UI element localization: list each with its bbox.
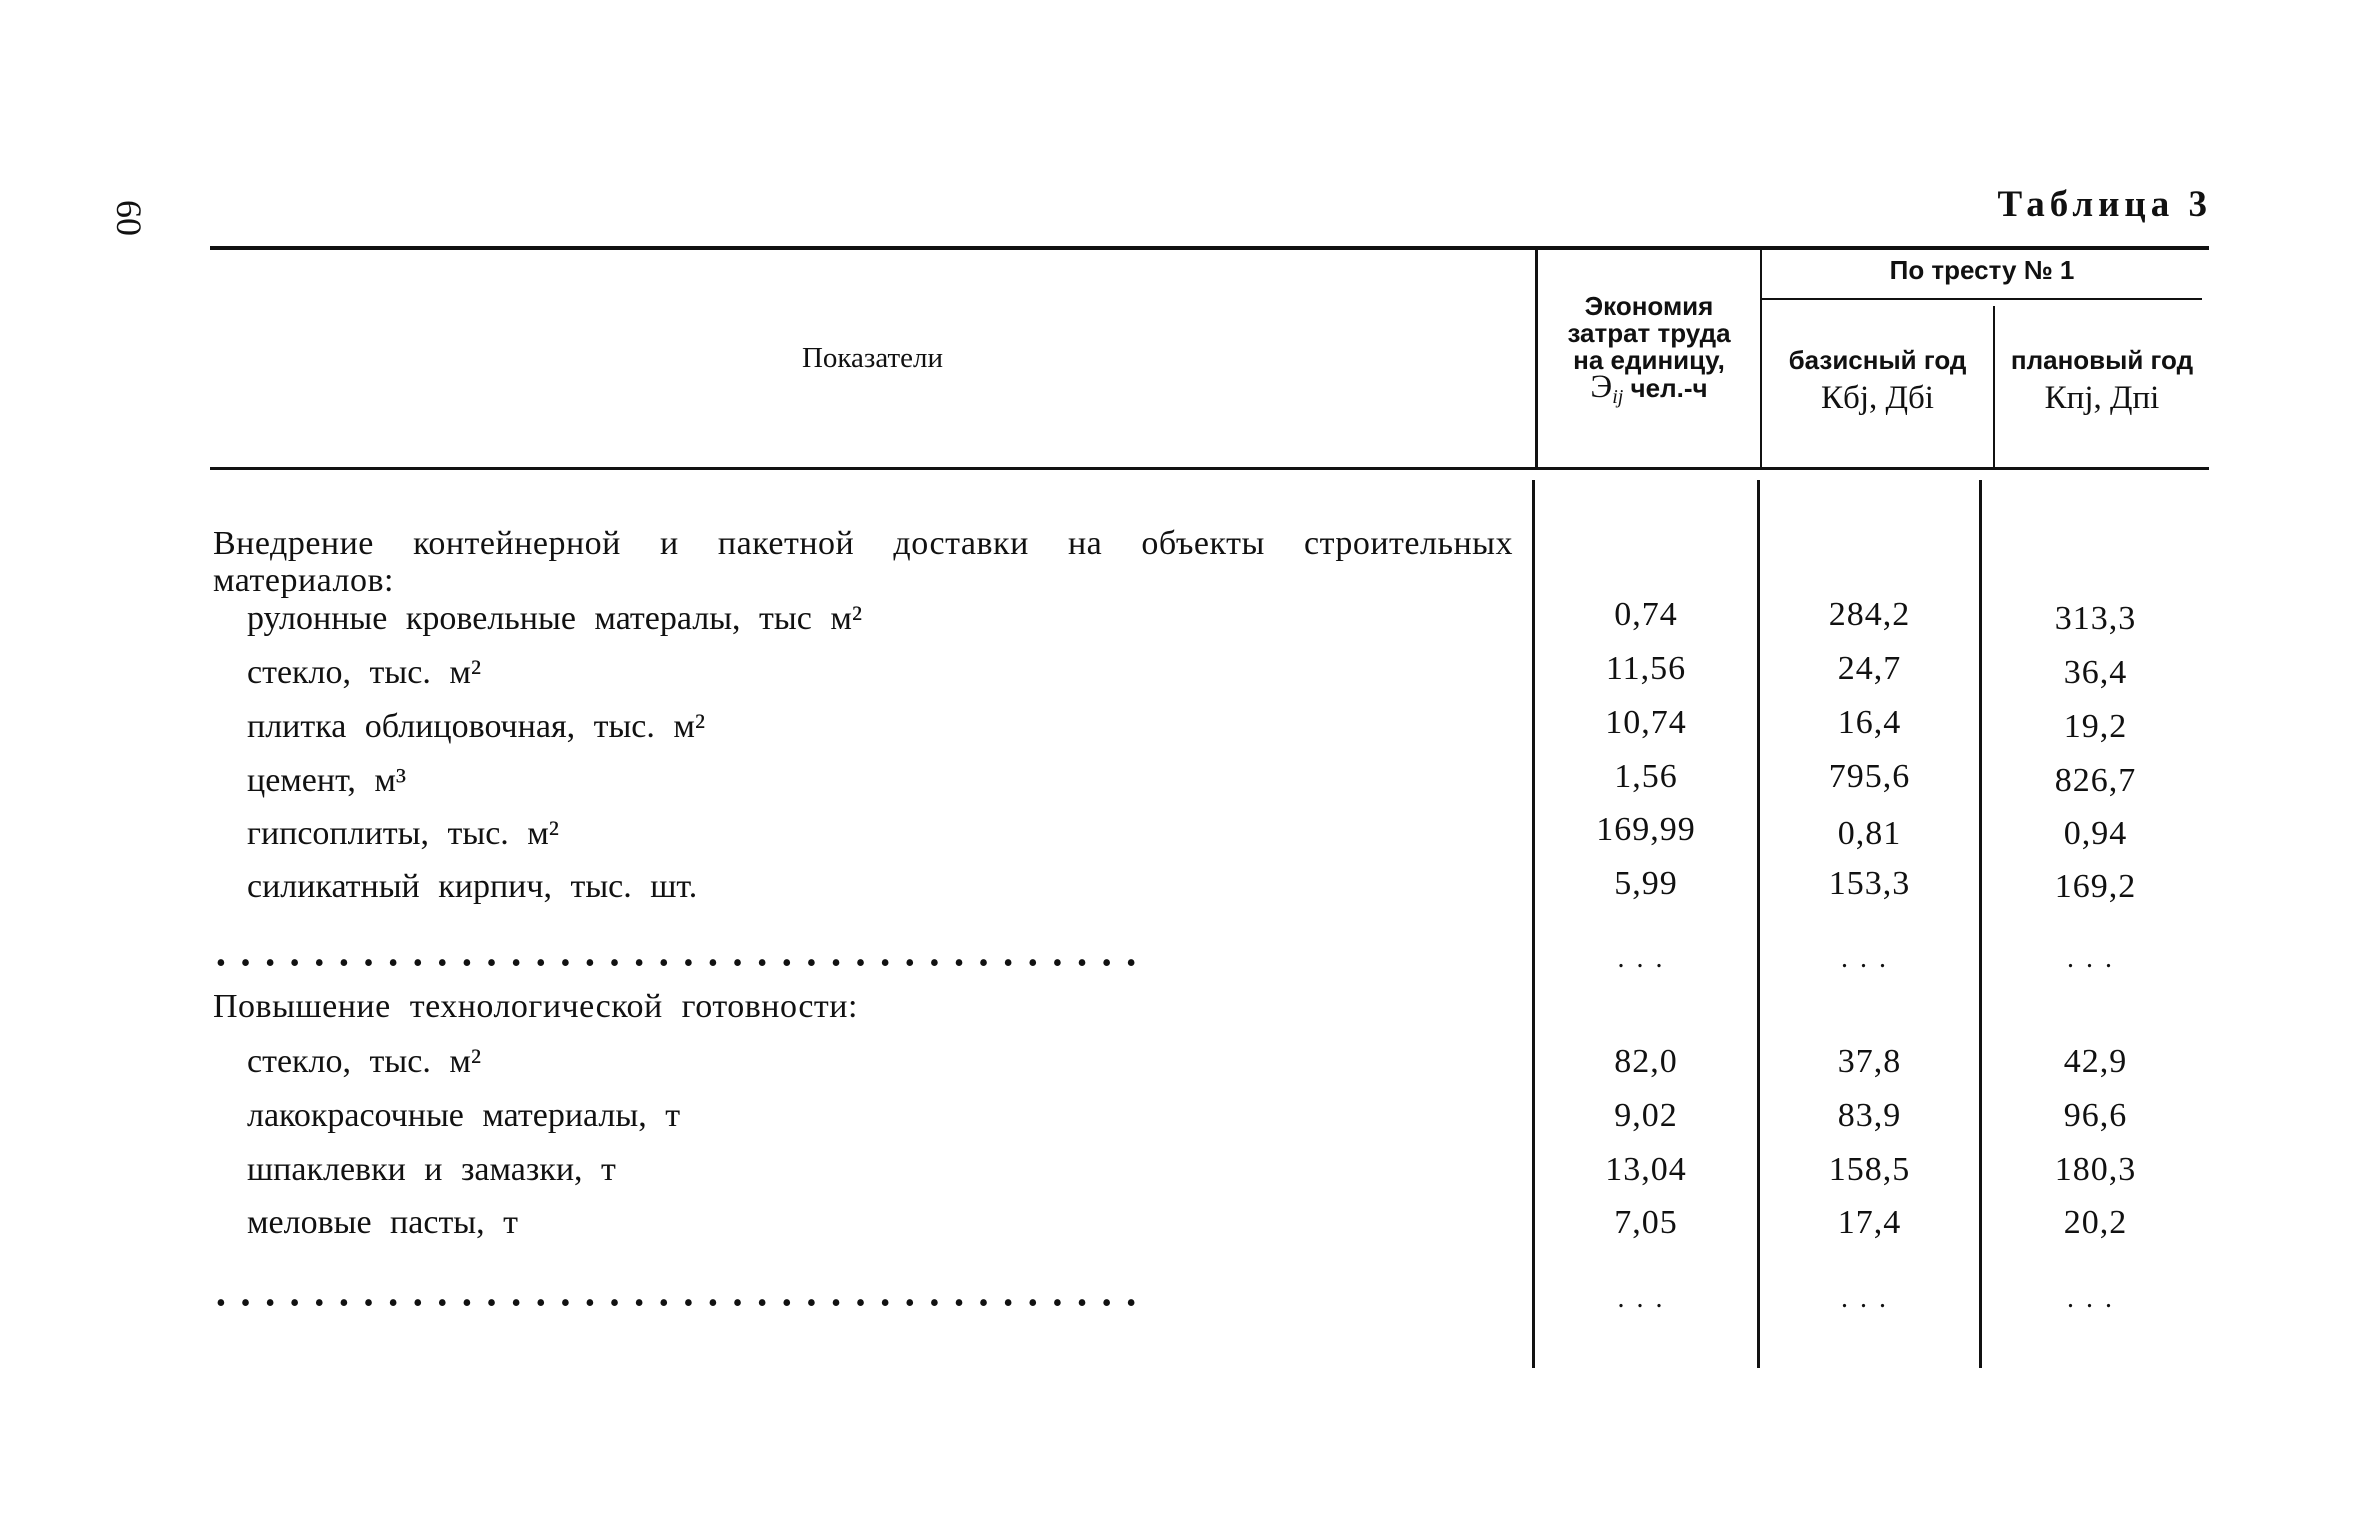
row-base: 24,7: [1837, 650, 1902, 687]
row-plan: 19,2: [2063, 708, 2128, 745]
savings-subscript: ij: [1612, 386, 1624, 409]
dot-leader: ••••••••••••••••••••••••••••••••••••••: [216, 1288, 1151, 1319]
row-plan: 42,9: [2063, 1043, 2128, 1080]
table-title: Таблица 3: [1997, 184, 2212, 225]
row-label: лакокрасочные материалы, т: [247, 1097, 681, 1134]
header-plan-year: плановый год: [2010, 345, 2194, 375]
row-savings: 169,99: [1596, 811, 1696, 848]
row-base: 153,3: [1828, 865, 1911, 902]
ellipsis-savings: ...: [1617, 943, 1675, 974]
row-plan: 20,2: [2063, 1204, 2128, 1241]
ellipsis-plan: ...: [2067, 1283, 2124, 1314]
row-plan: 0,94: [2063, 815, 2128, 852]
row-savings: 1,56: [1614, 758, 1678, 795]
row-label: шпаклевки и замазки, т: [247, 1151, 616, 1188]
row-label: силикатный кирпич, тыс. шт.: [247, 868, 698, 905]
header-bottom-rule: [210, 467, 2209, 470]
header-base-symbol: Кбj, Дбi: [1821, 380, 1934, 416]
row-plan: 36,4: [2063, 654, 2128, 691]
row-base: 37,8: [1837, 1043, 1902, 1080]
savings-unit: чел.-ч: [1623, 373, 1708, 403]
row-label: рулонные кровельные матералы, тыс м²: [247, 600, 863, 637]
header-savings-line4: [1538, 369, 1760, 411]
ellipsis-savings: ...: [1617, 1283, 1675, 1314]
row-savings: 10,74: [1605, 704, 1687, 741]
row-label: цемент, м³: [247, 762, 407, 799]
section-title: Повышение технологической готовности:: [213, 988, 858, 1025]
header-base-year: базисный год: [1788, 345, 1967, 375]
row-label: меловые пасты, т: [247, 1204, 518, 1241]
table-top-rule: [210, 246, 2209, 250]
header-trust: По тресту № 1: [1889, 255, 2075, 285]
row-savings: 5,99: [1614, 865, 1678, 902]
row-base: 0,81: [1837, 815, 1902, 852]
row-base: 83,9: [1837, 1097, 1902, 1134]
row-label: плитка облицовочная, тыс. м²: [247, 708, 706, 745]
row-savings: 13,04: [1605, 1151, 1687, 1188]
section-title-cont: материалов:: [213, 562, 394, 599]
ellipsis-base: ...: [1841, 1283, 1898, 1314]
row-base: 795,6: [1828, 758, 1911, 795]
row-savings: 0,74: [1614, 596, 1678, 633]
row-plan: 169,2: [2054, 868, 2137, 905]
row-plan: 826,7: [2054, 762, 2137, 799]
row-label: стекло, тыс. м²: [247, 654, 482, 691]
ellipsis-base: ...: [1841, 943, 1898, 974]
row-savings: 11,56: [1605, 650, 1687, 687]
row-base: 16,4: [1837, 704, 1902, 741]
row-savings: 82,0: [1614, 1043, 1678, 1080]
header-indicators: Показатели: [801, 342, 944, 374]
header-plan-symbol: Кпj, Дпi: [2044, 380, 2160, 416]
row-plan: 180,3: [2054, 1151, 2137, 1188]
section-title: Внедрение контейнерной и пакетной доставки на объекты строительных: [213, 525, 1513, 562]
header-savings-line2: затрат труда: [1567, 318, 1731, 348]
row-label: гипсоплиты, тыс. м²: [247, 815, 559, 852]
row-savings: 9,02: [1614, 1097, 1678, 1134]
header-savings: [1538, 293, 1760, 411]
savings-symbol: Э: [1590, 369, 1613, 405]
row-label: стекло, тыс. м²: [247, 1043, 482, 1080]
header-savings-line1: Экономия: [1584, 291, 1714, 321]
dot-leader: ••••••••••••••••••••••••••••••••••••••: [216, 948, 1151, 979]
page-number: 60: [109, 200, 149, 236]
ellipsis-plan: ...: [2067, 943, 2124, 974]
row-plan: 96,6: [2063, 1097, 2128, 1134]
row-base: 17,4: [1837, 1204, 1902, 1241]
header-savings-line3: на единицу,: [1573, 345, 1725, 375]
row-base: 284,2: [1828, 596, 1911, 633]
trust-underline: [1762, 298, 2202, 300]
row-base: 158,5: [1828, 1151, 1911, 1188]
row-plan: 313,3: [2054, 600, 2137, 637]
row-savings: 7,05: [1614, 1204, 1678, 1241]
